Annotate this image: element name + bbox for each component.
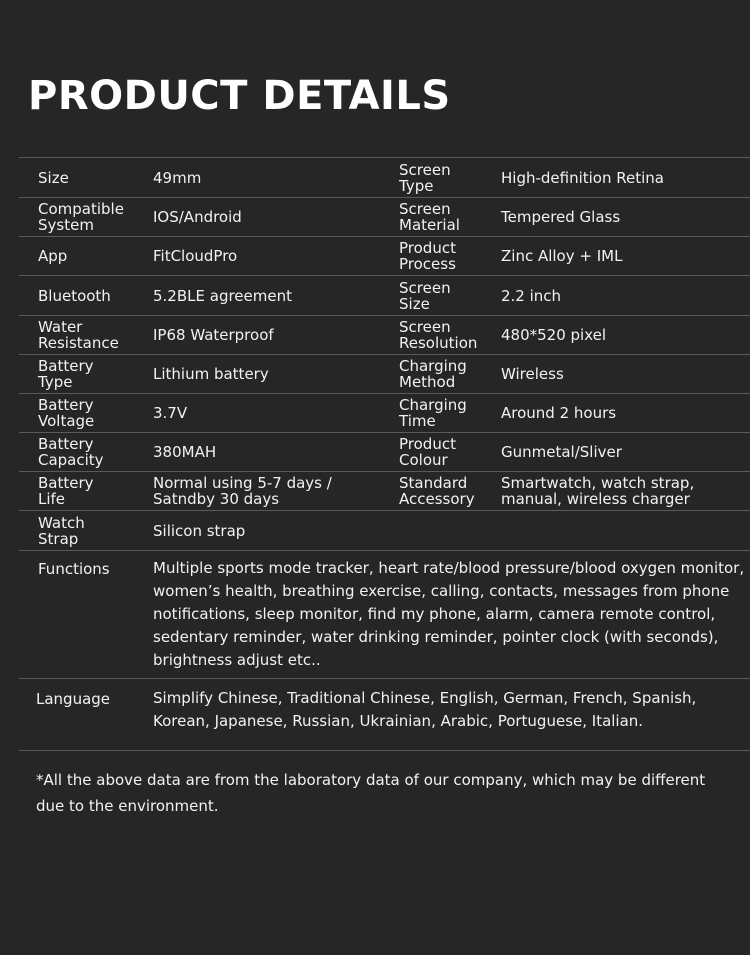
spec-row [19,275,750,315]
spec-row [19,315,750,354]
spec-label: Screen Resolution [399,318,478,352]
spec-value: Smartwatch, watch strap, manual, wireless charger [501,474,695,508]
spec-label: Screen Material [399,200,460,234]
language-row [19,678,750,751]
spec-label: Product Process [399,239,456,273]
spec-label: Product Colour [399,435,456,469]
spec-value: Zinc Alloy + IML [501,247,623,265]
language-text: Simplify Chinese, Traditional Chinese, English, German, French, Spanish, Korean, Japanese, Russian, Ukrainian, Arabic, Portuguese, Italian. [153,689,697,730]
spec-row [19,197,750,236]
spec-row [19,471,750,510]
spec-value: Tempered Glass [501,208,621,226]
spec-row [19,354,750,393]
spec-label: Battery Life [38,474,94,508]
spec-label: Screen Size [399,278,451,313]
spec-row [19,432,750,471]
spec-value: Silicon strap [153,521,246,540]
spec-row [19,510,750,550]
spec-value: 480*520 pixel [501,326,607,344]
spec-value: Around 2 hours [501,404,617,422]
spec-label: Water Resistance [38,318,119,352]
language-label: Language [36,690,111,708]
spec-value: IOS/Android [153,208,242,226]
spec-row [19,393,750,432]
footnote: *All the above data are from the laboratory data of our company, which may be different due to the environment. [36,771,706,815]
spec-label: Size [38,168,69,187]
spec-value: Wireless [501,365,564,383]
spec-value: 3.7V [153,404,188,422]
spec-label: App [38,247,68,265]
spec-value: 5.2BLE agreement [153,286,292,305]
spec-label: Watch Strap [38,513,85,548]
functions-row [19,550,750,678]
spec-value: Normal using 5-7 days / Satndby 30 days [153,474,332,508]
spec-label: Charging Method [399,357,467,391]
functions-text: Multiple sports mode tracker, heart rate/blood pressure/blood oxygen monitor, women’s health, breathing exercise, calling, contacts, messages from phone notifications, sleep monitor, find my phone, alarm, camera remote control, sedentary reminder, water drinking reminder, pointer clock (with seconds), brightness adjust etc.. [153,559,745,669]
spec-label: Battery Type [38,357,94,391]
functions-label: Functions [38,560,110,578]
spec-value: IP68 Waterproof [153,326,274,344]
spec-label: Screen Type [399,160,451,195]
spec-label: Standard Accessory [399,474,475,508]
spec-label: Bluetooth [38,286,111,305]
spec-value: Lithium battery [153,365,269,383]
spec-label: Compatible System [38,200,124,234]
spec-label: Battery Capacity [38,435,104,469]
spec-value: 49mm [153,168,202,187]
spec-label [399,511,499,550]
spec-label: Charging Time [399,396,467,430]
spec-value: Gunmetal/Sliver [501,443,622,461]
spec-value: 380MAH [153,443,217,461]
spec-value [501,511,750,550]
spec-row [19,236,750,275]
spec-row [19,157,750,197]
spec-value: High-definition Retina [501,168,664,187]
spec-value: FitCloudPro [153,247,238,265]
page-title: PRODUCT DETAILS [28,73,451,119]
spec-label: Battery Voltage [38,396,95,430]
spec-value: 2.2 inch [501,286,562,305]
spec-table [19,157,750,751]
